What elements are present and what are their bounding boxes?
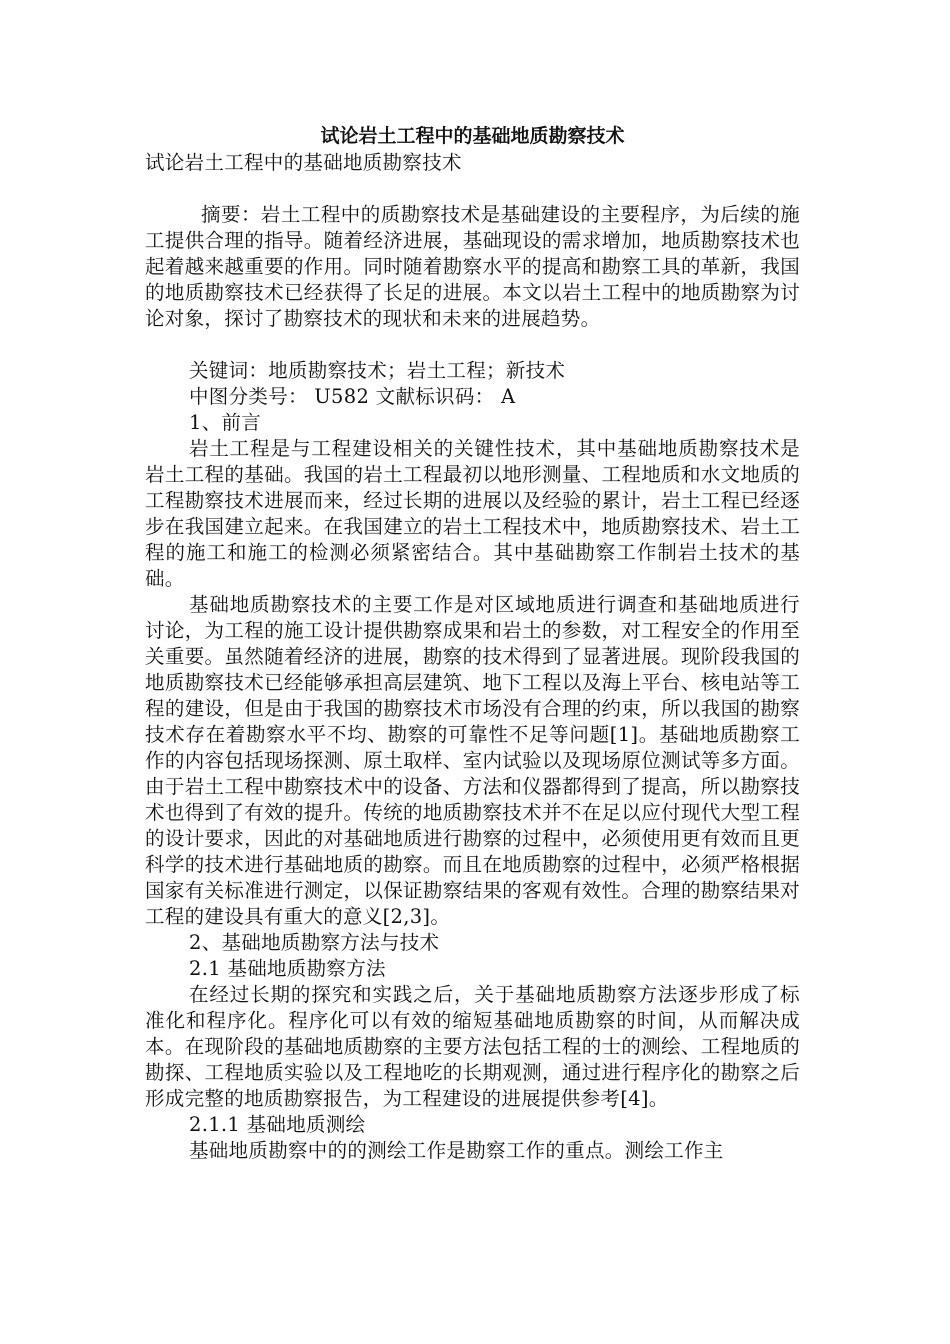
keywords-line: 关键词：地质勘察技术；岩土工程；新技术 — [189, 359, 566, 382]
subsection-heading-methods: 2.1 基础地质勘察方法 — [189, 957, 386, 980]
body-paragraph: 岩土工程是与工程建设相关的关键性技术，其中基础地质勘察技术是岩土工程的基础。我国的岩土工程最初以地形测量、工程地质和水文地质的工程勘察技术进展而来，经过长期的进展以及经验的累计，岩土工程已经逐步在我国建立起来。在我国建立的岩土工程技术中，地质勘察技术、岩土工程的施工和施工的检测必须紧密结合。其中基础勘察工作制岩土技术的基础。 — [145, 437, 800, 590]
classification-line: 中图分类号： U582 文献标识码： A — [189, 385, 516, 408]
document-title: 试论岩土工程中的基础地质勘察技术 — [320, 125, 625, 147]
body-paragraph: 在经过长期的探究和实践之后，关于基础地质勘察方法逐步形成了标准化和程序化。程序化可以有效的缩短基础地质勘察的时间，从而解决成本。在现阶段的基础地质勘察的主要方法包括工程的士的测绘、工程地质的勘探、工程地质实验以及工程地吃的长期观测，通过进行程序化的勘察之后形成完整的地质勘察报告，为工程建设的进展提供参考[4]。 — [145, 983, 800, 1110]
subsection-heading-survey: 2.1.1 基础地质测绘 — [189, 1113, 366, 1136]
spacer — [145, 332, 800, 358]
body-paragraph: 基础地质勘察中的的测绘工作是勘察工作的重点。测绘工作主 — [189, 1139, 724, 1162]
section-heading-intro: 1、前言 — [189, 411, 262, 434]
abstract-paragraph: 摘要：岩土工程中的质勘察技术是基础建设的主要程序，为后续的施工提供合理的指导。随着经济进展，基础现设的需求增加，地质勘察技术也起着越来越重要的作用。同时随着勘察水平的提高和勘察工具的革新，我国的地质勘察技术已经获得了长足的进展。本文以岩土工程中的地质勘察为讨论对象，探讨了勘察技术的现状和未来的进展趋势。 — [145, 203, 800, 330]
section-heading-methods: 2、基础地质勘察方法与技术 — [189, 931, 440, 954]
document-subtitle: 试论岩土工程中的基础地质勘察技术 — [145, 151, 462, 174]
body-paragraph: 基础地质勘察技术的主要工作是对区域地质进行调查和基础地质进行讨论，为工程的施工设计提供勘察成果和岩土的参数，对工程安全的作用至关重要。虽然随着经济的进展，勘察的技术得到了显著进展。现阶段我国的地质勘察技术已经能够承担高层建筑、地下工程以及海上平台、核电站等工程的建设，但是由于我国的勘察技术市场没有合理的约束，所以我国的勘察技术存在着勘察水平不均、勘察的可靠性不足等问题[1]。基础地质勘察工作的内容包括现场探测、原土取样、室内试验以及现场原位测试等多方面。由于岩土工程中勘察技术中的设备、方法和仪器都得到了提高，所以勘察技术也得到了有效的提升。传统的地质勘察技术并不在足以应付现代大型工程的设计要求，因此的对基础地质进行勘察的过程中，必须使用更有效而且更科学的技术进行基础地质的勘察。而且在地质勘察的过程中，必须严格根据国家有关标准进行测定，以保证勘察结果的客观有效性。合理的勘察结果对工程的建设具有重大的意义[2,3]。 — [145, 593, 800, 928]
document-page — [145, 122, 800, 1164]
